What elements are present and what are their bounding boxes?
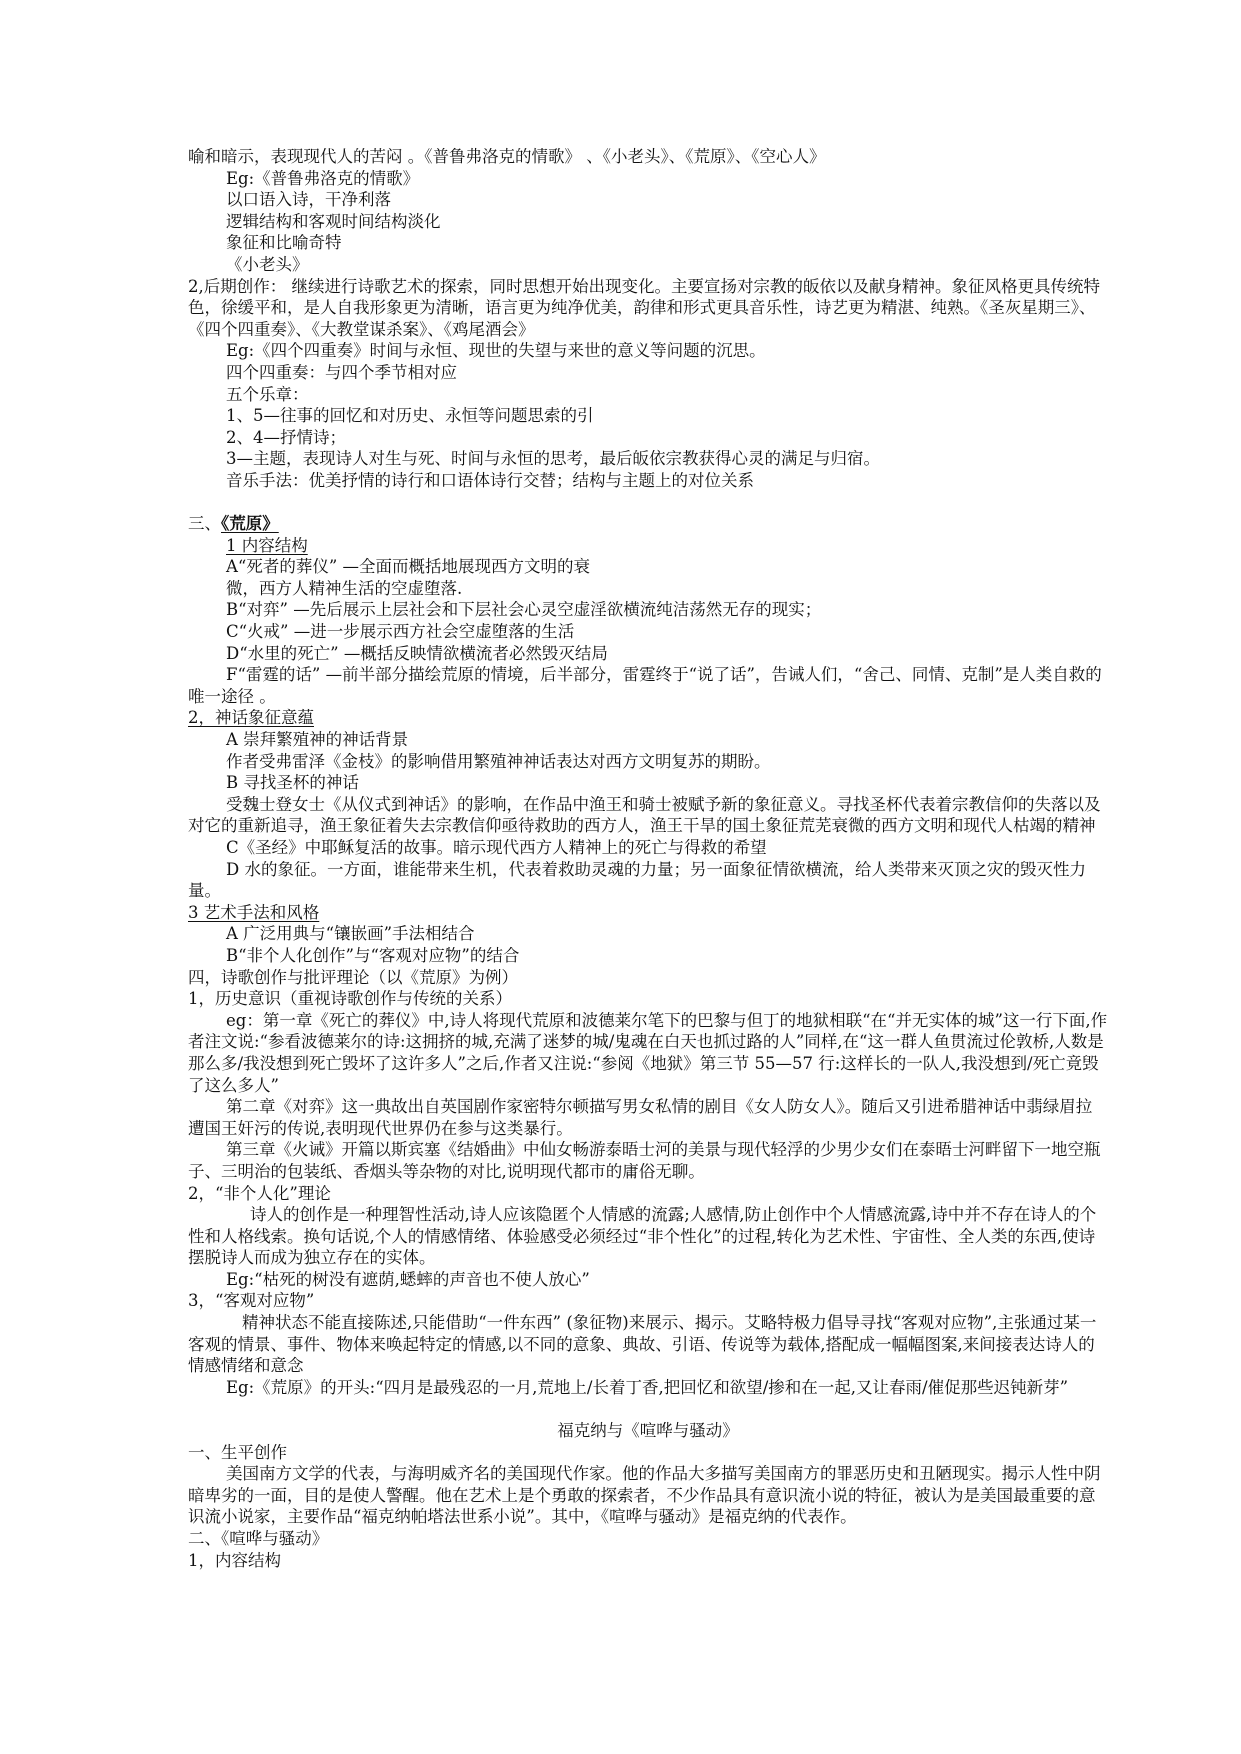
chapter-title: 福克纳与《喧哗与骚动》	[557, 1421, 739, 1441]
paragraph: 2,后期创作： 继续进行诗歌艺术的探索，同时思想开始出现变化。主要宣扬对宗教的皈依以及献身精神。象征风格更具传统特色，徐缓平和，是人自我形象更为清晰，语言更为纯净优美，韵律和形式更具音乐性，诗艺更为精湛、纯熟。《圣灰星期三》、《四个四重奏》、《大教堂谋杀案》、《鸡尾酒会》	[188, 276, 1100, 339]
subheading	[188, 535, 1108, 557]
paragraph: eg：第一章《死亡的葬仪》中,诗人将现代荒原和波德莱尔笔下的巴黎与但丁的地狱相联“在“并无实体的城”这一行下面,作者注文说:“参看波德莱尔的诗:这拥挤的城,充满了迷梦的城/鬼魂在白天也抓过路的人”同样,在“这一群人鱼贯流过伦敦桥,人数是那么多/我没想到死亡毁坏了这许多人”之后,作者又注说:“参阅《地狱》第三节 55—57 行:这样长的一队人,我没想到/死亡竟毁了这么多人”	[188, 1010, 1108, 1095]
text-line: B“对弈” —先后展示上层社会和下层社会心灵空虚淫欲横流纯洁荡然无存的现实；	[226, 600, 822, 620]
subheading: 2，“非个人化”理论	[188, 1183, 331, 1203]
paragraph: D 水的象征。一方面，谁能带来生机，代表着救助灵魂的力量；另一面象征情欲横流，给人类带来灭顶之灾的毁灭性力量。	[188, 859, 1086, 901]
section-heading: 一、生平创作	[188, 1442, 287, 1462]
text-line: 四个四重奏：与四个季节相对应	[226, 362, 457, 382]
text-line: A 崇拜繁殖神的神话背景	[226, 730, 409, 750]
subheading-label: 3 艺术手法和风格	[188, 902, 320, 922]
subheading-label: 2，神话象征意蕴	[188, 708, 314, 728]
section-title: 《荒原》	[221, 514, 279, 534]
subheading	[188, 902, 1108, 924]
blank-line	[188, 1398, 1108, 1420]
section-heading: 四，诗歌创作与批评理论（以《荒原》为例）	[188, 967, 518, 987]
text-line: B 寻找圣杯的神话	[226, 773, 359, 793]
text-line: 象征和比喻奇特	[226, 233, 342, 253]
subheading: 3，“客观对应物”	[188, 1291, 315, 1311]
paragraph: 喻和暗示，表现现代人的苦闷 。《普鲁弗洛克的情歌》 、《小老头》、《荒原》、《空心人》	[188, 147, 826, 166]
text-line: B“非个人化创作”与“客观对应物”的结合	[226, 945, 520, 965]
paragraph: 受魏士登女士《从仪式到神话》的影响，在作品中渔王和骑士被赋予新的象征意义。寻找圣杯代表着宗教信仰的失落以及对它的重新追寻，渔王象征着失去宗教信仰亟待救助的西方人，渔王干旱的国土象征荒芜衰微的西方文明和现代人枯竭的精神	[188, 794, 1101, 836]
subheading-label: 1 内容结构	[226, 535, 308, 555]
paragraph: 第二章《对弈》这一典故出自英国剧作家密特尔顿描写男女私情的剧目《女人防女人》。随后又引进希腊神话中翡绿眉拉遭国王奸污的传说,表明现代世界仍在参与这类暴行。	[188, 1097, 1093, 1138]
paragraph: 精神状态不能直接陈述,只能借助“一件东西” (象征物)来展示、揭示。艾略特极力倡导寻找“客观对应物”,主张通过某一客观的情景、事件、物体来唤起特定的情感,以不同的意象、典故、引语、传说等为载体,搭配成一幅幅图案,来间接表达诗人的情感情绪和意念	[188, 1313, 1097, 1376]
text-line: 3—主题，表现诗人对生与死、时间与永恒的思考，最后皈依宗教获得心灵的满足与归宿。	[226, 449, 880, 469]
text-line: 1、5—往事的回忆和对历史、永恒等问题思索的引	[226, 406, 594, 426]
text-line: D“水里的死亡” —概括反映情欲横流者必然毁灭结局	[226, 643, 608, 663]
section-number: 三、	[188, 514, 221, 534]
text-line: Eg:“枯死的树没有遮荫,蟋蟀的声音也不使人放心”	[226, 1269, 590, 1289]
text-line: 《小老头》	[226, 254, 309, 274]
subheading	[188, 707, 1108, 729]
paragraph: Eg:《荒原》的开头:“四月是最残忍的一月,荒地上/长着丁香,把回忆和欲望/掺和在一起,又让春雨/催促那些迟钝新芽”	[226, 1377, 1069, 1397]
text-line: A 广泛用典与“镶嵌画”手法相结合	[226, 924, 475, 944]
section-heading: 二、《喧哗与骚动》	[188, 1529, 329, 1548]
text-line: 音乐手法：优美抒情的诗行和口语体诗行交替；结构与主题上的对位关系	[226, 470, 754, 490]
text-line: C“火戒” —进一步展示西方社会空虚堕落的生活	[226, 622, 575, 642]
text-line: C《圣经》中耶稣复活的故事。暗示现代西方人精神上的死亡与得救的希望	[226, 838, 767, 857]
example-heading: Eg:《普鲁弗洛克的情歌》	[226, 168, 420, 188]
text-line: 微，西方人精神生活的空虚堕落.	[226, 578, 463, 598]
text-line: 作者受弗雷泽《金枝》的影响借用繁殖神神话表达对西方文明复苏的期盼。	[226, 751, 771, 771]
blank-line	[188, 492, 1108, 514]
document-page	[188, 146, 1108, 1571]
subheading: 1，历史意识（重视诗歌创作与传统的关系）	[188, 989, 512, 1009]
paragraph: 第三章《火诫》开篇以斯宾塞《结婚曲》中仙女畅游泰晤士河的美景与现代轻浮的少男少女们在泰晤士河畔留下一地空瓶子、三明治的包装纸、香烟头等杂物的对比,说明现代都市的庸俗无聊。	[188, 1140, 1101, 1181]
text-line: 五个乐章：	[226, 384, 309, 404]
paragraph: 诗人的创作是一种理智性活动,诗人应该隐匿个人情感的流露;人感情,防止创作中个人情感流露,诗中并不存在诗人的个性和人格线索。换句话说,个人的情感情绪、体验感受必须经过“非个性化”的过程,转化为艺术性、宇宙性、全人类的东西,使诗摆脱诗人而成为独立存在的实体。	[188, 1205, 1097, 1268]
text-line: Eg:《四个四重奏》时间与永恒、现世的失望与来世的意义等问题的沉思。	[226, 341, 766, 361]
subheading: 1，内容结构	[188, 1550, 281, 1570]
text-line: 以口语入诗，干净利落	[226, 190, 391, 210]
paragraph: F“雷霆的话” —前半部分描绘荒原的情境，后半部分，雷霆终于“说了话”，告诫人们，“舍己、同情、克制”是人类自救的唯一途径 。	[188, 665, 1102, 706]
paragraph: 美国南方文学的代表，与海明威齐名的美国现代作家。他的作品大多描写美国南方的罪恶历史和丑陋现实。揭示人性中阴暗卑劣的一面，目的是使人警醒。他在艺术上是个勇敢的探索者，不少作品具有意识流小说的特征，被认为是美国最重要的意识流小说家，主要作品“福克纳帕塔法世系小说”。其中，《喧哗与骚动》是福克纳的代表作。	[188, 1464, 1101, 1527]
text-line: 2、4—抒情诗；	[226, 427, 346, 447]
text-line: A“死者的葬仪” —全面而概括地展现西方文明的衰	[226, 557, 591, 577]
text-line: 逻辑结构和客观时间结构淡化	[226, 211, 441, 231]
section-heading	[188, 513, 1108, 535]
